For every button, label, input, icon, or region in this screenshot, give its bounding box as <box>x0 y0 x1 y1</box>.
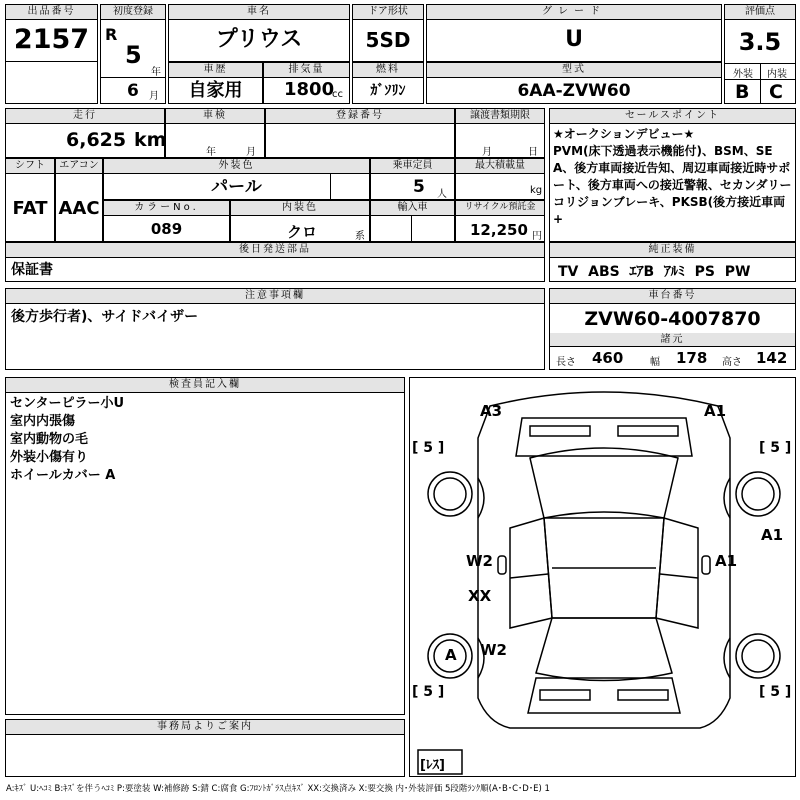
damage-mark: W2 <box>466 552 493 570</box>
dims-height-label: 高さ <box>722 357 742 368</box>
chassis-label: 車台番号 <box>550 289 795 304</box>
max-load-label: 最大積載量 <box>456 159 544 174</box>
car-name-cell <box>168 4 350 62</box>
aircon-value: AAC <box>58 198 100 219</box>
chassis-cell <box>549 288 796 370</box>
first-reg-month: 6 <box>127 81 139 101</box>
inspection-label: 車検 <box>166 109 264 124</box>
model-label: 型式 <box>427 63 721 78</box>
color-no-cell <box>103 200 230 242</box>
shift-cell <box>5 158 55 242</box>
inspector-line: ホイールカバー A <box>10 468 116 483</box>
displacement-unit: cc <box>332 89 343 100</box>
tire-tread: [ 5 ] <box>759 684 792 700</box>
ext-color-cell <box>103 158 370 200</box>
reg-no-cell <box>265 108 455 158</box>
lot-label: 出品番号 <box>6 5 97 20</box>
capacity-value: 5 <box>413 177 425 197</box>
inspection-cell <box>165 108 265 158</box>
mileage-label: 走行 <box>6 109 164 124</box>
selling-points-text: ★オークションデビュー★ PVM(床下透過表示機能付)、BSM、SEA、後方車両接近告知、周辺車両接近時サポート、後方車両への接近警報、セカンダリーコリジョンブレーキ、PKSB(後方接近車両+ <box>553 127 792 226</box>
reg-no-label: 登録番号 <box>266 109 454 124</box>
door-label: ドア形状 <box>353 5 423 20</box>
shift-value: FAT <box>12 198 48 219</box>
damage-mark: A <box>445 646 457 664</box>
grade-cell <box>426 4 722 62</box>
history-value: 自家用 <box>188 80 243 101</box>
score-int-label: 内装 <box>767 69 787 80</box>
model-cell <box>426 62 722 104</box>
first-reg-month-unit: 月 <box>149 91 159 102</box>
equipment-value: TV ABS ｴｱB ｱﾙﾐ PS PW <box>558 264 751 280</box>
shift-label: シフト <box>6 159 54 174</box>
grade-value: U <box>565 27 583 52</box>
dims-height: 142 <box>756 349 788 367</box>
recycle-cell <box>455 200 545 242</box>
score-ext-value: B <box>735 81 750 103</box>
transfer-month-unit: 月 <box>482 147 492 158</box>
selling-points-label: セールスポイント <box>550 109 795 124</box>
spare-tire: [ﾚｽ] <box>420 758 445 773</box>
tire-tread: [ 5 ] <box>412 440 445 456</box>
damage-mark: A3 <box>480 402 503 420</box>
later-parts-value: 保証書 <box>11 262 53 278</box>
int-color-cell <box>230 200 370 242</box>
caution-value: 後方歩行者)、サイドバイザー <box>11 309 199 325</box>
damage-mark: A1 <box>761 526 784 544</box>
mileage-cell <box>5 108 165 158</box>
inspector-label: 検査員記入欄 <box>6 378 404 393</box>
aircon-cell <box>55 158 103 242</box>
dims-label: 諸元 <box>550 333 795 347</box>
first-reg-year: 5 <box>125 41 142 69</box>
recycle-label: リサイクル預託金 <box>456 201 544 216</box>
score-label: 評価点 <box>725 5 795 20</box>
lot-cell <box>5 4 98 104</box>
dims-length-label: 長さ <box>556 357 576 368</box>
equipment-label: 純正装備 <box>550 243 795 258</box>
car-name: プリウス <box>215 27 303 52</box>
import-label: 輸入車 <box>371 201 454 216</box>
caution-cell <box>5 288 545 370</box>
displacement-cell <box>263 62 350 104</box>
first-reg-label: 初度登録 <box>101 5 165 20</box>
color-no-value: 089 <box>150 220 183 238</box>
first-reg-year-unit: 年 <box>151 67 161 78</box>
grade-label: グレード <box>427 5 721 20</box>
capacity-cell <box>370 158 455 200</box>
displacement-label: 排気量 <box>264 63 349 78</box>
fuel-label: 燃料 <box>353 63 423 78</box>
door-value: 5SD <box>365 28 411 52</box>
score-value: 3.5 <box>738 28 782 56</box>
max-load-cell <box>455 158 545 200</box>
inspector-line: 外装小傷有り <box>10 450 89 465</box>
chassis-value: ZVW60-4007870 <box>584 308 761 330</box>
lot-number: 2157 <box>13 24 90 55</box>
capacity-unit: 人 <box>437 189 447 200</box>
dims-width-label: 幅 <box>650 357 660 368</box>
office-label: 事務局よりご案内 <box>6 720 404 735</box>
later-parts-cell <box>5 242 545 282</box>
max-load-unit: kg <box>530 185 543 196</box>
dims-length: 460 <box>592 349 624 367</box>
legend: A:ｷｽﾞ U:ﾍｺﾐ B:ｷｽﾞを伴うﾍｺﾐ P:要塗装 W:補修跡 S:錆 C:腐食 G:ﾌﾛﾝﾄｶﾞﾗｽ点ｷｽﾞ XX:交換済み X:要交換 内･外装評価 5段階ﾗﾝｸ順(A･B･C･D･E) 1 <box>6 784 550 794</box>
aircon-label: エアコン <box>56 159 102 174</box>
history-label: 車歴 <box>169 63 262 78</box>
inspector-line: 室内内張傷 <box>10 414 76 429</box>
int-color-label: 内装色 <box>231 201 369 216</box>
import-cell <box>370 200 455 242</box>
car-outline <box>410 378 797 778</box>
model-value: 6AA-ZVW60 <box>517 81 631 101</box>
displacement-value: 1800 <box>284 79 335 100</box>
door-cell <box>352 4 424 62</box>
mileage-unit: km <box>134 129 167 151</box>
ext-color-label: 外装色 <box>104 159 369 174</box>
inspector-cell <box>5 377 405 715</box>
transfer-day-unit: 日 <box>528 147 538 158</box>
damage-mark: XX <box>468 587 492 605</box>
damage-mark: W2 <box>480 641 507 659</box>
color-no-label: カラーNo. <box>104 201 229 216</box>
selling-points-cell <box>549 108 796 242</box>
score-int-value: C <box>769 81 783 103</box>
mileage-value: 6,625 <box>66 129 127 151</box>
car-name-label: 車名 <box>169 5 349 20</box>
later-parts-label: 後日発送部品 <box>6 243 544 258</box>
score-ext-label: 外装 <box>733 69 753 80</box>
inspection-month-unit: 月 <box>246 147 256 158</box>
damage-mark: A1 <box>704 402 727 420</box>
inspector-line: センターピラー小U <box>10 396 125 411</box>
fuel-cell <box>352 62 424 104</box>
first-reg-era: R <box>105 25 118 44</box>
inspection-year-unit: 年 <box>206 147 216 158</box>
caution-label: 注意事項欄 <box>6 289 544 304</box>
capacity-label: 乗車定員 <box>371 159 454 174</box>
int-color-unit: 系 <box>355 231 365 242</box>
office-cell <box>5 719 405 777</box>
transfer-label: 譲渡書類期限 <box>456 109 544 124</box>
first-reg-cell <box>100 4 166 104</box>
ext-color-value: パール <box>211 177 262 197</box>
dims-width: 178 <box>676 349 708 367</box>
int-color-value: クロ <box>287 223 318 241</box>
equipment-cell <box>549 242 796 282</box>
score-cell <box>724 4 796 104</box>
transfer-cell <box>455 108 545 158</box>
tire-tread: [ 5 ] <box>759 440 792 456</box>
tire-tread: [ 5 ] <box>412 684 445 700</box>
history-cell <box>168 62 263 104</box>
damage-diagram <box>409 377 796 777</box>
damage-mark: A1 <box>715 552 738 570</box>
recycle-value: 12,250 <box>470 221 528 239</box>
inspector-line: 室内動物の毛 <box>10 432 89 447</box>
recycle-unit: 円 <box>532 231 542 242</box>
fuel-value: ｶﾞｿﾘﾝ <box>370 83 406 99</box>
